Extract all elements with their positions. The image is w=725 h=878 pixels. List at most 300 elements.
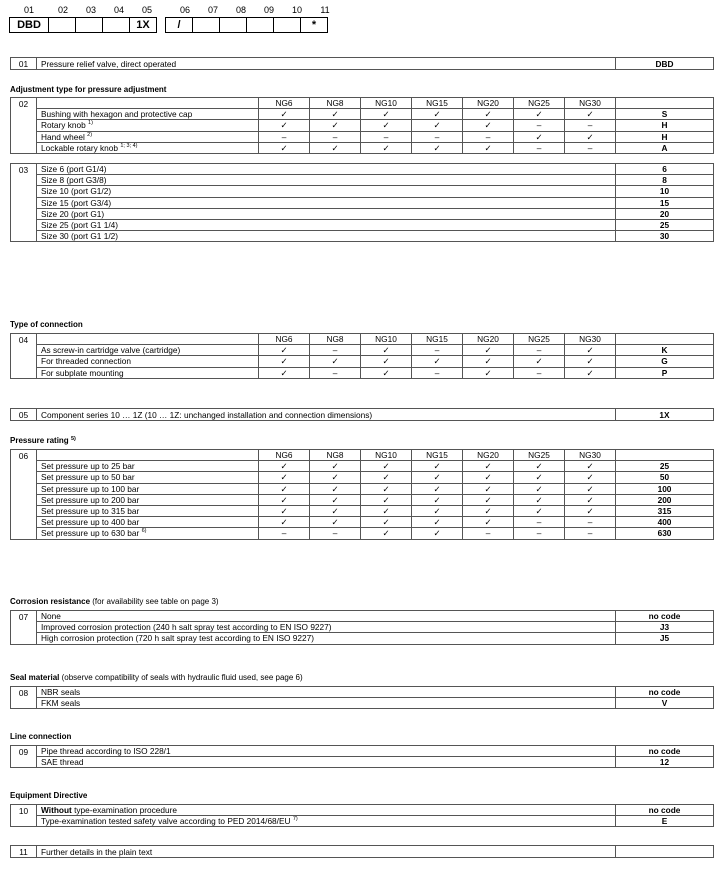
check-icon: ✓ [412,517,463,528]
table-header-row [11,450,714,461]
table-row [11,345,714,356]
size-header: NG8 [310,450,361,461]
code-box [219,17,247,33]
check-icon: ✓ [310,461,361,472]
check-icon: ✓ [412,505,463,516]
check-icon: ✓ [412,483,463,494]
row-label-text: Set pressure up to 100 bar [41,483,140,494]
check-icon: ✓ [565,505,616,516]
table-row [11,109,714,120]
check-icon: ✓ [412,461,463,472]
table-row [11,698,714,709]
size-header: NG30 [565,334,616,345]
row-label [37,109,259,120]
row-code: 6 [616,164,714,175]
code-position-numbers [9,5,339,17]
code-position-number: 10 [291,5,302,15]
check-icon: ✓ [514,483,565,494]
check-icon: ✓ [259,494,310,505]
row-code: J3 [616,622,714,633]
row-label-text: For subplate mounting [41,367,124,378]
header-blank [616,98,714,109]
size-header: NG10 [361,98,412,109]
row-label [37,805,616,816]
header-blank [616,450,714,461]
section-title: Line connection [10,732,72,741]
code-box: 1X [129,17,157,33]
check-icon: ✓ [361,142,412,153]
code-boxes [9,17,339,33]
dash-mark: – [514,367,565,378]
row-label-text: Rotary knob [41,120,86,131]
check-icon: ✓ [514,505,565,516]
table-row [11,142,714,153]
table-row [11,197,714,208]
check-icon: ✓ [463,120,514,131]
row-code: DBD [616,58,714,70]
check-icon: ✓ [412,494,463,505]
table-row [11,58,714,70]
header-blank [37,98,259,109]
dash-mark: – [259,528,310,539]
code-box: / [165,17,193,33]
footnote-ref: 5) [70,436,76,442]
row-number: 07 [11,611,37,645]
table-header-row [11,334,714,345]
section-04-table [10,333,714,379]
row-label: Pressure relief valve, direct operated [37,58,616,70]
check-icon: ✓ [310,109,361,120]
row-code: J5 [616,633,714,644]
code-box: DBD [9,17,49,33]
row-number: 11 [11,846,37,858]
footnote-ref: 1) [88,120,93,127]
section-title-text: Seal material [10,673,60,682]
table-row [11,186,714,197]
row-label [37,142,259,153]
check-icon: ✓ [565,461,616,472]
table-row [11,805,714,816]
row-label-text: Set pressure up to 630 bar [41,528,140,539]
size-header: NG30 [565,98,616,109]
row-code: 12 [616,757,714,768]
check-icon: ✓ [565,472,616,483]
row-label [37,345,259,356]
row-code: no code [616,746,714,757]
section-title: Type of connection [10,320,83,329]
check-icon: ✓ [463,472,514,483]
row-number: 03 [11,164,37,242]
footnote-ref: 1; 3; 4) [120,142,138,149]
table-row [11,746,714,757]
row-label [37,494,259,505]
dash-mark: – [310,345,361,356]
table-row [11,367,714,378]
dash-mark: – [412,131,463,142]
section-10-table [10,804,714,827]
row-label: None [37,611,616,622]
row-code: 8 [616,175,714,186]
row-number: 10 [11,805,37,827]
check-icon: ✓ [310,472,361,483]
table-row [11,846,714,858]
row-code: 20 [616,208,714,219]
dash-mark: – [463,528,514,539]
header-blank [37,450,259,461]
section-02-table [10,97,714,154]
row-number: 06 [11,450,37,540]
check-icon: ✓ [514,494,565,505]
row-code: 315 [616,505,714,516]
code-position-number: 09 [263,5,274,15]
row-label-text: For threaded connection [41,356,131,367]
section-title [10,436,76,445]
table-row [11,472,714,483]
check-icon: ✓ [361,109,412,120]
dash-mark: – [514,528,565,539]
check-icon: ✓ [361,345,412,356]
row-code: 25 [616,461,714,472]
row-code: 10 [616,186,714,197]
row-label-text: Type-examination tested safety valve according to PED 2014/68/EU [41,816,291,827]
section-title [10,597,219,606]
dash-mark: – [565,517,616,528]
code-box [48,17,76,33]
check-icon: ✓ [412,356,463,367]
check-icon: ✓ [361,528,412,539]
dash-mark: – [361,131,412,142]
check-icon: ✓ [514,461,565,472]
row-label [37,517,259,528]
row-label: Size 8 (port G3/8) [37,175,616,186]
row-label-text: Bushing with hexagon and protective cap [41,109,193,120]
table-row [11,461,714,472]
dash-mark: – [514,142,565,153]
table-row [11,164,714,175]
code-box [273,17,301,33]
footnote-ref: 6) [141,528,147,535]
size-header: NG8 [310,98,361,109]
row-label: SAE thread [37,757,616,768]
size-header: NG8 [310,334,361,345]
row-code: 1X [616,409,714,421]
section-title-note: (for availability see table on page 3) [92,597,219,606]
row-label: Size 25 (port G1 1/4) [37,219,616,230]
check-icon: ✓ [463,483,514,494]
size-header: NG10 [361,450,412,461]
table-row [11,219,714,230]
code-box [246,17,274,33]
code-box [75,17,103,33]
table-row [11,494,714,505]
check-icon: ✓ [361,367,412,378]
check-icon: ✓ [259,505,310,516]
section-06-table [10,449,714,540]
row-number: 01 [11,58,37,70]
table-row [11,611,714,622]
ordering-code-header [9,5,339,33]
check-icon: ✓ [310,494,361,505]
size-header: NG20 [463,450,514,461]
section-01-table [10,57,714,70]
row-code: H [616,131,714,142]
check-icon: ✓ [259,356,310,367]
check-icon: ✓ [259,109,310,120]
row-label-text: As screw-in cartridge valve (cartridge) [41,345,181,356]
check-icon: ✓ [514,472,565,483]
section-03-table [10,163,714,242]
header-blank [616,334,714,345]
check-icon: ✓ [463,494,514,505]
check-icon: ✓ [259,461,310,472]
table-row [11,816,714,827]
check-icon: ✓ [361,120,412,131]
check-icon: ✓ [361,494,412,505]
check-icon: ✓ [310,120,361,131]
table-row [11,687,714,698]
row-code: S [616,109,714,120]
check-icon: ✓ [310,517,361,528]
row-label: Size 6 (port G1/4) [37,164,616,175]
check-icon: ✓ [361,356,412,367]
section-05-table [10,408,714,421]
row-label: Component series 10 … 1Z (10 … 1Z: unchanged installation and connection dimensions) [37,409,616,421]
row-code: 100 [616,483,714,494]
section-title-text: Corrosion resistance [10,597,91,606]
code-box [192,17,220,33]
row-number: 05 [11,409,37,421]
row-label: Further details in the plain text [37,846,616,858]
size-header: NG30 [565,450,616,461]
check-icon: ✓ [514,109,565,120]
check-icon: ✓ [310,483,361,494]
table-row [11,409,714,421]
row-code: V [616,698,714,709]
row-label [37,356,259,367]
code-position-number: 06 [179,5,190,15]
row-code: P [616,367,714,378]
table-row [11,633,714,644]
row-label [37,367,259,378]
row-label [37,120,259,131]
check-icon: ✓ [463,356,514,367]
row-label [37,131,259,142]
check-icon: ✓ [463,505,514,516]
row-label [37,528,259,539]
row-label-text: Set pressure up to 200 bar [41,494,140,505]
row-number: 04 [11,334,37,379]
footnote-ref: 7) [292,816,298,823]
row-label [37,483,259,494]
row-code [616,846,714,858]
table-row [11,517,714,528]
row-label-text: Set pressure up to 50 bar [41,472,135,483]
row-code: A [616,142,714,153]
dash-mark: – [310,131,361,142]
dash-mark: – [310,528,361,539]
dash-mark: – [565,142,616,153]
dash-mark: – [412,367,463,378]
row-label-text: Set pressure up to 400 bar [41,517,140,528]
check-icon: ✓ [412,142,463,153]
check-icon: ✓ [361,505,412,516]
code-position-number: 07 [207,5,218,15]
row-code: no code [616,687,714,698]
check-icon: ✓ [463,142,514,153]
row-label: FKM seals [37,698,616,709]
check-icon: ✓ [565,494,616,505]
row-code: 200 [616,494,714,505]
row-label-rest: type-examination procedure [71,805,177,816]
size-header: NG25 [514,98,565,109]
section-07-table [10,610,714,645]
row-code: H [616,120,714,131]
row-code: 30 [616,231,714,242]
row-label [37,461,259,472]
table-row [11,528,714,539]
row-code: E [616,816,714,827]
row-code: 15 [616,197,714,208]
section-08-table [10,686,714,709]
table-row [11,622,714,633]
check-icon: ✓ [259,345,310,356]
code-position-number: 11 [320,5,330,15]
check-icon: ✓ [259,120,310,131]
size-header: NG6 [259,98,310,109]
size-header: NG15 [412,334,463,345]
row-label: Improved corrosion protection (240 h salt spray test according to EN ISO 9227) [37,622,616,633]
check-icon: ✓ [259,367,310,378]
code-box [102,17,130,33]
row-code: 50 [616,472,714,483]
size-header: NG15 [412,450,463,461]
check-icon: ✓ [412,528,463,539]
section-title-text: Pressure rating [10,436,69,445]
size-header: NG20 [463,334,514,345]
dash-mark: – [463,131,514,142]
check-icon: ✓ [310,142,361,153]
row-number: 09 [11,746,37,768]
row-label-text: Hand wheel [41,131,85,142]
dash-mark: – [565,528,616,539]
check-icon: ✓ [565,483,616,494]
check-icon: ✓ [361,472,412,483]
row-code: no code [616,805,714,816]
check-icon: ✓ [565,109,616,120]
row-label: High corrosion protection (720 h salt spray test according to EN ISO 9227) [37,633,616,644]
check-icon: ✓ [361,483,412,494]
row-label [37,816,616,827]
table-row [11,175,714,186]
code-position-number: 08 [235,5,246,15]
row-label [37,472,259,483]
table-row [11,208,714,219]
dash-mark: – [412,345,463,356]
table-row [11,505,714,516]
table-row [11,131,714,142]
row-code: no code [616,611,714,622]
check-icon: ✓ [463,517,514,528]
row-label: Size 10 (port G1/2) [37,186,616,197]
check-icon: ✓ [565,367,616,378]
table-row [11,356,714,367]
row-label: Size 30 (port G1 1/2) [37,231,616,242]
check-icon: ✓ [259,483,310,494]
check-icon: ✓ [310,505,361,516]
section-title-note: (observe compatibility of seals with hydraulic fluid used, see page 6) [61,673,303,682]
dash-mark: – [514,120,565,131]
code-position-number: 03 [85,5,96,15]
row-number: 08 [11,687,37,709]
check-icon: ✓ [463,461,514,472]
check-icon: ✓ [259,472,310,483]
check-icon: ✓ [259,517,310,528]
table-row [11,231,714,242]
code-position-number: 05 [141,5,152,15]
check-icon: ✓ [412,109,463,120]
dash-mark: – [310,367,361,378]
check-icon: ✓ [412,120,463,131]
section-title: Equipment Directive [10,791,88,800]
row-label: Pipe thread according to ISO 228/1 [37,746,616,757]
row-code: 630 [616,528,714,539]
dash-mark: – [514,345,565,356]
check-icon: ✓ [361,517,412,528]
row-label: Size 15 (port G3/4) [37,197,616,208]
check-icon: ✓ [412,472,463,483]
table-row [11,483,714,494]
row-label: NBR seals [37,687,616,698]
header-blank [37,334,259,345]
dash-mark: – [259,131,310,142]
check-icon: ✓ [310,356,361,367]
code-position-number: 04 [113,5,124,15]
check-icon: ✓ [565,131,616,142]
section-09-table [10,745,714,768]
row-code: G [616,356,714,367]
code-position-number: 02 [57,5,68,15]
size-header: NG15 [412,98,463,109]
footnote-ref: 2) [87,131,93,138]
size-header: NG20 [463,98,514,109]
row-label-text: Set pressure up to 315 bar [41,506,140,517]
size-header: NG25 [514,450,565,461]
section-11-table [10,845,714,858]
row-number: 02 [11,98,37,154]
table-header-row [11,98,714,109]
section-title: Adjustment type for pressure adjustment [10,85,167,94]
row-code: 25 [616,219,714,230]
section-title [10,673,303,682]
size-header: NG25 [514,334,565,345]
check-icon: ✓ [514,131,565,142]
size-header: NG6 [259,334,310,345]
size-header: NG10 [361,334,412,345]
size-header: NG6 [259,450,310,461]
code-position-number: 01 [23,5,34,15]
check-icon: ✓ [565,356,616,367]
check-icon: ✓ [565,345,616,356]
dash-mark: – [514,517,565,528]
row-label-bold: Without [41,805,72,816]
check-icon: ✓ [514,356,565,367]
dash-mark: – [565,120,616,131]
check-icon: ✓ [463,109,514,120]
row-label: Size 20 (port G1) [37,208,616,219]
check-icon: ✓ [259,142,310,153]
check-icon: ✓ [463,345,514,356]
table-row [11,757,714,768]
